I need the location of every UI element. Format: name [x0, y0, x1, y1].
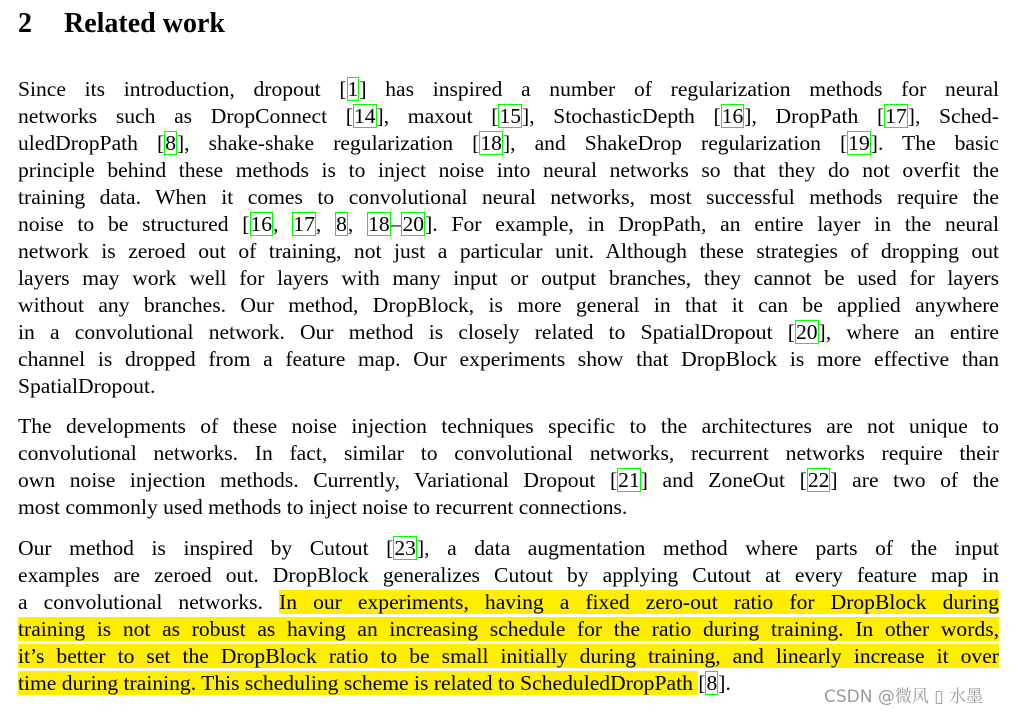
text-line [18, 643, 999, 670]
highlighted-text: it’s better to set the DropBlock ratio to be small initially during training, and linearly increase it over [18, 644, 999, 668]
text-line [18, 346, 999, 373]
paragraph-cutout [18, 535, 999, 697]
text-segment: Our method is inspired by Cutout [ [18, 536, 394, 560]
text-line [18, 535, 999, 562]
citation-link[interactable]: 8 [165, 131, 176, 155]
text-line [18, 130, 999, 157]
text-segment: , [273, 212, 293, 236]
text-segment: training data. When it comes to convolutional neural networks, most successful methods require the [18, 185, 999, 209]
text-segment: ], where an entire [818, 320, 999, 344]
text-line [18, 373, 999, 400]
text-segment: – [390, 212, 402, 236]
citation-link[interactable]: 19 [848, 131, 870, 155]
citation-link[interactable]: 20 [795, 320, 818, 344]
text-line [18, 211, 999, 238]
text-segment: ], shake-shake regularization [ [176, 131, 480, 155]
paragraph-recurrent-noise [18, 413, 999, 521]
text-segment: uledDropPath [ [18, 131, 165, 155]
citation-link[interactable]: 18 [368, 212, 390, 236]
text-segment: in a convolutional network. Our method is closely related to SpatialDropout [ [18, 320, 795, 344]
text-segment: layers may work well for layers with many input or output branches, they cannot be used for layers [18, 266, 999, 290]
text-segment: ], a data augmentation method where parts of the input [416, 536, 1000, 560]
citation-link[interactable]: 17 [885, 104, 907, 128]
text-segment: ] are two of the [830, 468, 1000, 492]
text-segment: noise to be structured [ [18, 212, 250, 236]
text-line [18, 76, 999, 103]
section-title: Related work [64, 8, 225, 39]
text-segment: network is zeroed out of training, not just a particular unit. Although these strategies of dropping out [18, 239, 999, 263]
citation-link[interactable]: 15 [499, 104, 522, 128]
text-segment: ], maxout [ [376, 104, 499, 128]
citation-link[interactable]: 8 [706, 671, 718, 695]
text-segment: channel is dropped from a feature map. Our experiments show that DropBlock is more effective than [18, 347, 999, 371]
text-line [18, 265, 999, 292]
citation-link[interactable]: 21 [618, 468, 640, 492]
citation-link[interactable]: 23 [394, 536, 416, 560]
citation-link[interactable]: 16 [250, 212, 273, 236]
citation-link[interactable]: 22 [807, 468, 830, 492]
text-segment: ], StochasticDepth [ [522, 104, 721, 128]
text-segment: ], and ShakeDrop regularization [ [502, 131, 848, 155]
text-line [18, 562, 999, 589]
text-segment: ], DropPath [ [744, 104, 885, 128]
text-segment: ] and ZoneOut [ [640, 468, 807, 492]
text-segment: [ [698, 671, 706, 695]
section-number: 2 [18, 8, 32, 39]
citation-link[interactable]: 1 [347, 77, 359, 101]
highlighted-text: training is not as robust as having an increasing schedule for the ratio during training. In other words, [18, 617, 999, 641]
text-line [18, 467, 999, 494]
text-segment: own noise injection methods. Currently, Variational Dropout [ [18, 468, 618, 492]
text-segment: networks such as DropConnect [ [18, 104, 353, 128]
text-line [18, 616, 999, 643]
highlighted-text: In our experiments, having a fixed zero-out ratio for DropBlock during [279, 590, 999, 614]
watermark: CSDN @微风 ▯ 水墨 [824, 687, 984, 707]
citation-link[interactable]: 18 [480, 131, 502, 155]
paragraph-dropout-methods [18, 76, 999, 400]
citation-link[interactable]: 8 [336, 212, 347, 236]
text-line [18, 103, 999, 130]
text-segment: SpatialDropout. [18, 374, 156, 398]
citation-link[interactable]: 20 [402, 212, 425, 236]
text-line [18, 184, 999, 211]
text-segment: ] has inspired a number of regularization methods for neural [359, 77, 999, 101]
text-line [18, 319, 999, 346]
text-segment: a convolutional networks. [18, 590, 280, 614]
text-line [18, 494, 999, 521]
citation-link[interactable]: 16 [721, 104, 744, 128]
text-segment: ], Sched- [907, 104, 999, 128]
text-segment: , [315, 212, 336, 236]
section-heading [18, 6, 225, 42]
text-segment: most commonly used methods to inject noise to recurrent connections. [18, 495, 628, 519]
text-segment: , [347, 212, 368, 236]
citation-link[interactable]: 14 [353, 104, 376, 128]
text-segment: without any branches. Our method, DropBlock, is more general in that it can be applied anywhere [18, 293, 999, 317]
text-line [18, 589, 999, 616]
highlighted-text: time during training. This scheduling scheme is related to ScheduledDropPath [18, 671, 699, 695]
text-line [18, 413, 999, 440]
text-line [18, 292, 999, 319]
text-segment: ]. [718, 671, 731, 695]
text-segment: examples are zeroed out. DropBlock generalizes Cutout by applying Cutout at every feature map in [18, 563, 999, 587]
text-line [18, 157, 999, 184]
text-segment: ]. For example, in DropPath, an entire layer in the neural [425, 212, 1000, 236]
text-segment: The developments of these noise injection techniques specific to the architectures are not unique to [18, 414, 999, 438]
citation-link[interactable]: 17 [293, 212, 315, 236]
text-segment: Since its introduction, dropout [ [18, 77, 347, 101]
text-segment: principle behind these methods is to inject noise into neural networks so that they do not overfit the [18, 158, 999, 182]
text-line [18, 440, 999, 467]
text-segment: convolutional networks. In fact, similar to convolutional networks, recurrent networks require their [18, 441, 999, 465]
text-line [18, 238, 999, 265]
text-segment: ]. The basic [870, 131, 999, 155]
